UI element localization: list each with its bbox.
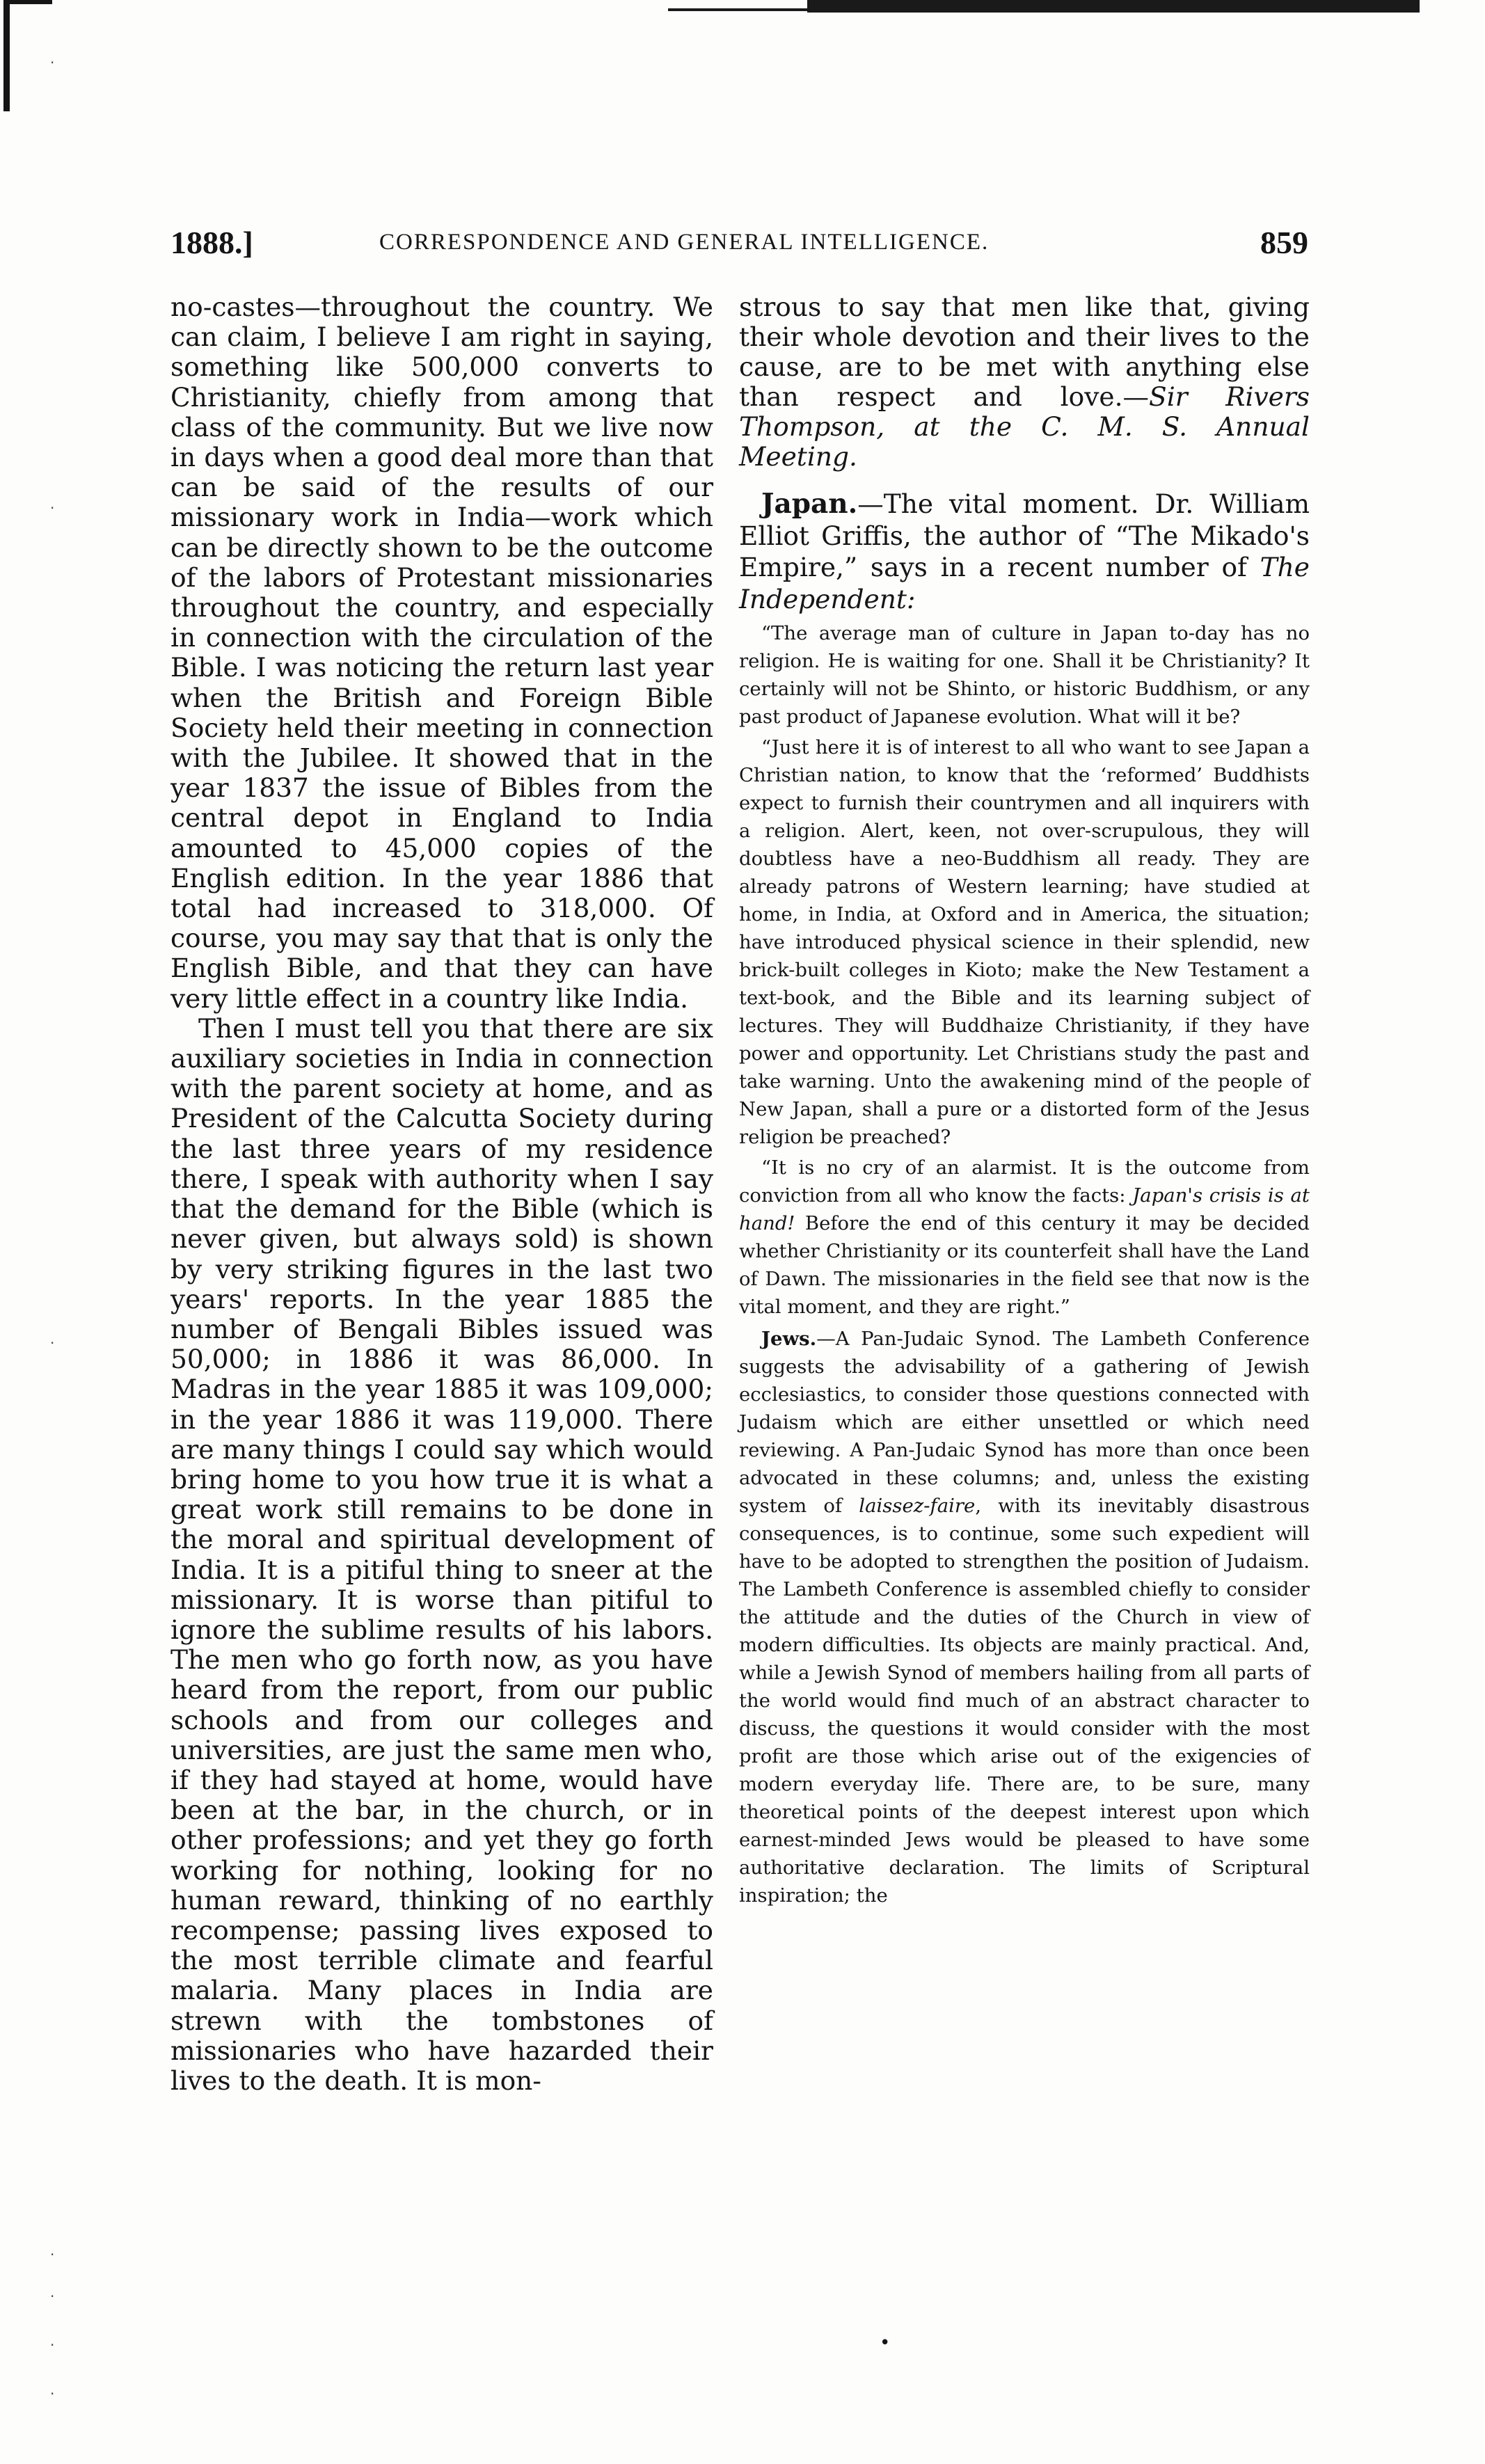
scan-margin-speck: · bbox=[50, 2246, 55, 2263]
japan-section-lead bbox=[739, 488, 1310, 615]
scan-margin-speck: · bbox=[50, 54, 55, 71]
scan-edge-bar bbox=[3, 0, 10, 111]
scan-top-rule bbox=[807, 0, 1420, 13]
quote3-text-b: Before the end of this century it may be decided whether Christianity or its counterfeit shall have the Land of Dawn. The missionaries in the field see that now is the vital moment, and they are right.” bbox=[739, 1212, 1310, 1318]
quote3-emphasis: Japan's crisis is at hand! bbox=[739, 1184, 1310, 1234]
scan-margin-speck: · bbox=[50, 2288, 55, 2305]
scan-top-rule-thin bbox=[668, 8, 835, 11]
quote3-text-a: “It is no cry of an alarmist. It is the outcome from conviction from all who know the facts: bbox=[739, 1157, 1310, 1207]
paragraph-missionary-results: no-castes—throughout the country. We can claim, I believe I am right in saying, something like 500,000 converts to Christianity, chiefly from among that class of the community. But we live now in days when a good deal more than that can be said of the results of our missionary work in India—work which can be directly shown to be the outcome of the labors of Protestant missionaries throughout the country, and especially in connection with the circulation of the Bible. I was noticing the return last year when the British and Foreign Bible Society held their meeting in connection with the Jubilee. It showed that in the year 1837 the issue of Bibles from the central depot in England to India amounted to 45,000 copies of the English edition. In the year 1886 that total had increased to 318,000. Of course, you may say that that is only the English Bible, and that they can have very little effect in a country like India. bbox=[170, 292, 713, 1014]
left-column bbox=[170, 292, 713, 2096]
jews-section-paragraph bbox=[739, 1325, 1310, 1909]
scan-corner-mark bbox=[3, 0, 52, 4]
scan-margin-speck: · bbox=[50, 2385, 55, 2402]
publication-name: The Independent: bbox=[739, 552, 1310, 614]
scan-margin-speck: · bbox=[50, 500, 55, 516]
jews-italic-term: laissez-faire bbox=[859, 1495, 976, 1517]
jews-text-b: , with its inevitably disastrous consequences, is to continue, some such expedient will have to be adopted to strengthen the position of Judaism. The Lambeth Conference is assembled chiefly to consider the attitude and the duties of the Church in view of modern difficulties. Its objects are mainly practical. And, while a Jewish Synod of members hailing from all parts of the world would find much of an abstract character to discuss, the questions it would consider with the most profit are those which arise out of the exigencies of modern everyday life. There are, to be sure, many theoretical points of the deepest interest upon which earnest-minded Jews would be pleased to have some authoritative declaration. The limits of Scriptural inspiration; the bbox=[739, 1495, 1310, 1907]
section-title-japan: Japan. bbox=[761, 488, 858, 520]
continuation-text: strous to say that men like that, giving their whole devotion and their lives to the cause, are to be met with anything else than respect and love.— bbox=[739, 292, 1310, 412]
quote-paragraph-1: “The average man of culture in Japan to-day has no religion. He is waiting for one. Shall it be Christianity? It certainly will not be Shinto, or historic Buddhism, or any past product of Japanese evolution. What will it be? bbox=[739, 622, 1310, 728]
scan-bottom-speck: • bbox=[880, 2332, 891, 2353]
section-title-jews: Jews. bbox=[761, 1328, 817, 1350]
quote-paragraph-3 bbox=[739, 1154, 1310, 1321]
japan-lead-text: —The vital moment. Dr. William Elliot Griffis, the author of “The Mikado's Empire,” says in a recent number of bbox=[739, 488, 1310, 582]
page-header bbox=[170, 224, 1308, 266]
scan-margin-speck: · bbox=[50, 1335, 55, 1351]
right-column bbox=[739, 292, 1310, 1909]
continuation-attribution: Sir Rivers Thompson, at the C. M. S. Annual Meeting. bbox=[739, 381, 1310, 472]
paragraph-continuation bbox=[739, 292, 1310, 472]
header-year: 1888.] bbox=[170, 225, 253, 260]
page-number: 859 bbox=[1260, 225, 1308, 260]
scan-margin-speck: · bbox=[50, 2337, 55, 2353]
running-title: CORRESPONDENCE AND GENERAL INTELLIGENCE. bbox=[379, 230, 990, 255]
quote-paragraph-2: “Just here it is of interest to all who want to see Japan a Christian nation, to know that the ‘reformed’ Buddhists expect to furnish their countrymen and all inquirers with a religion. Alert, keen, not over-scrupulous, they will doubtless have a neo-Buddhism all ready. They are already patrons of Western learning; have studied at home, in India, at Oxford and in America, the situation; have introduced physical science in their splendid, new brick-built colleges in Kioto; make the New Testament a text-book, and the Bible and its learning subject of lectures. They will Buddhaize Christianity, if they have power and opportunity. Let Christians study the past and take warning. Unto the awakening mind of the people of New Japan, shall a pure or a distorted form of the Jesus religion be preached? bbox=[739, 736, 1310, 1148]
paragraph-bible-societies: Then I must tell you that there are six auxiliary societies in India in connection with the parent society at home, and as President of the Calcutta Society during the last three years of my residence there, I speak with authority when I say that the demand for the Bible (which is never given, but always sold) is shown by very striking figures in the last two years' reports. In the year 1885 the number of Bengali Bibles issued was 50,000; in 1886 it was 86,000. In Madras in the year 1885 it was 109,000; in the year 1886 it was 119,000. There are many things I could say which would bring home to you how true it is what a great work still remains to be done in the moral and spiritual development of India. It is a pitiful thing to sneer at the missionary. It is worse than pitiful to ignore the sublime results of his labors. The men who go forth now, as you have heard from the report, from our public schools and from our colleges and universities, are just the same men who, if they had stayed at home, would have been at the bar, in the church, or in other professions; and yet they go forth working for nothing, looking for no human reward, thinking of no earthly recompense; passing lives exposed to the most terrible climate and fearful malaria. Many places in India are strewn with the tombstones of missionaries who have hazarded their lives to the death. It is mon- bbox=[170, 1012, 713, 2096]
jews-text-a: —A Pan-Judaic Synod. The Lambeth Conference suggests the advisability of a gathering of Jewish ecclesiastics, to consider those questions connected with Judaism which are either unsettled or which need reviewing. A Pan-Judaic Synod has more than once been advocated in these columns; and, unless the existing system of bbox=[739, 1328, 1310, 1517]
